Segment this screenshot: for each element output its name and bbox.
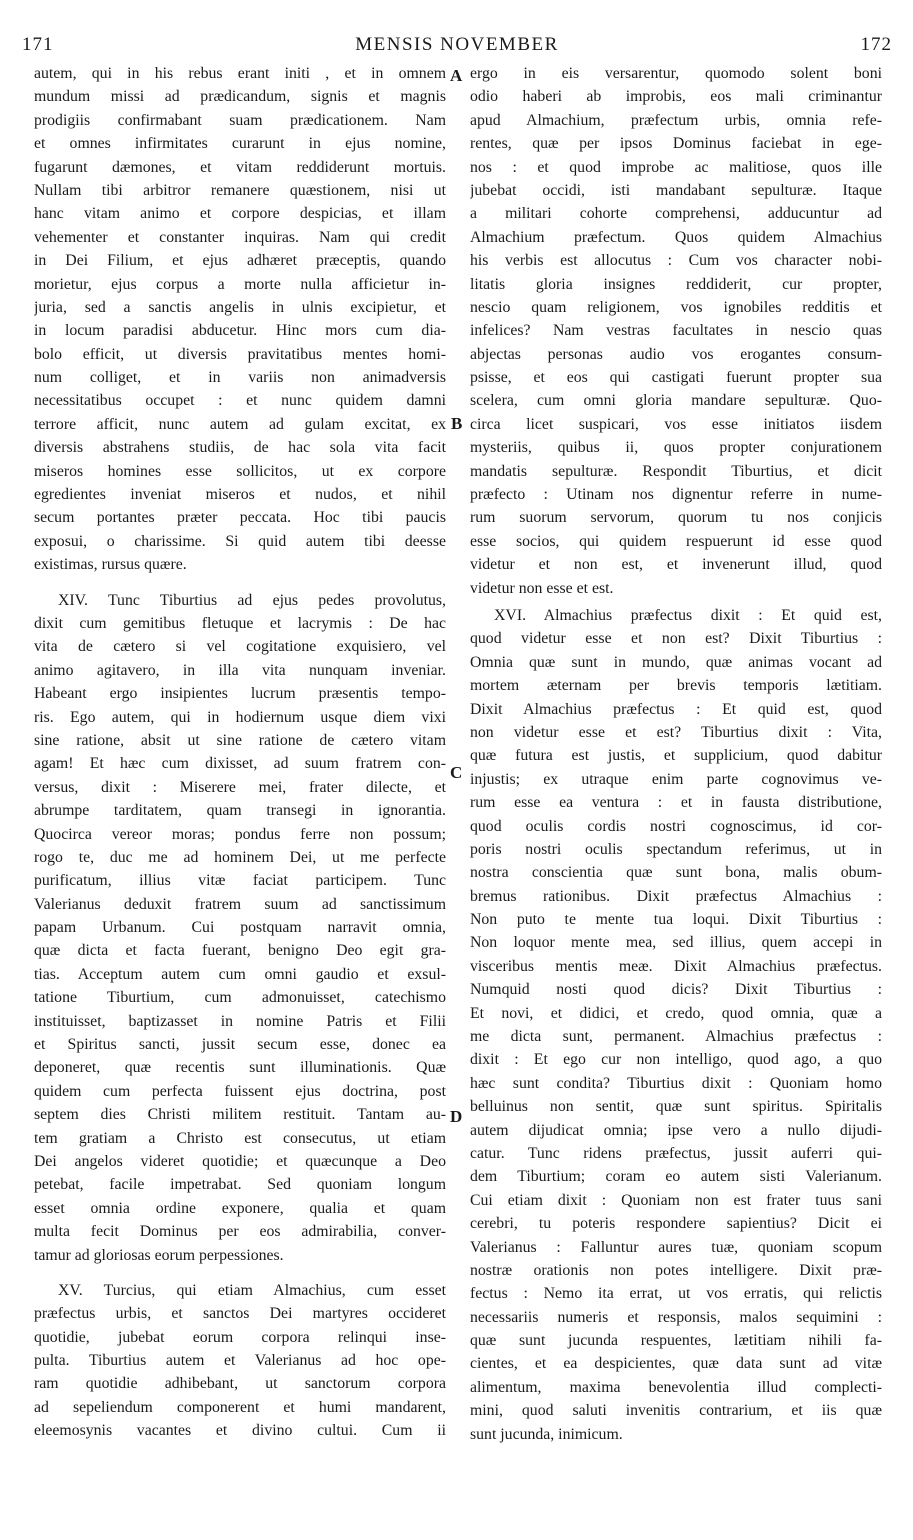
text-line: agam! Et hæc cum dixisset, ad suum fratrem con-: [34, 755, 446, 773]
text-line: mini, quod saluti invenitis contrarium, et iis quæ: [470, 1402, 882, 1420]
text-line: rentes, quæ per ipsos Dominus faciebat in ege-: [470, 135, 882, 153]
text-line: bremus rationibus. Dixit præfectus Almachius :: [470, 887, 882, 905]
text-line: Nullam tibi arbitror remanere quæstionem, nisi ut: [34, 181, 446, 199]
text-line: catur. Tunc ridens præfectus, jussit auferri qui-: [470, 1144, 882, 1162]
text-line: circa licet suspicari, vos esse initiatos iisdem: [470, 415, 882, 433]
text-line: visceribus mentis meæ. Dixit Almachius præfectus.: [470, 957, 882, 975]
text-line: tamur ad gloriosas eorum perpessiones.: [34, 1246, 284, 1264]
text-line: XVI. Almachius præfectus dixit : Et quid est,: [494, 606, 882, 624]
text-line: his verbis est allocutus : Cum vos character nobi-: [470, 252, 882, 270]
text-line: ris. Ego autem, qui in hodiernum usque diem vixi: [34, 708, 446, 726]
text-line: autem, qui in his rebus erant initi , et in omnem: [34, 65, 446, 82]
text-line: exposui, o charissime. Si quid autem tibi deesse: [34, 532, 446, 550]
text-line: et omnes infirmitates curarunt in ejus nomine,: [34, 135, 446, 153]
text-line: me dicta sunt, permanent. Almachius præfectus :: [470, 1028, 882, 1046]
text-line: ad sepeliendum componerent et humi mandarent,: [34, 1398, 446, 1416]
text-line: animo agitavero, in illa vita nunquam inveniar.: [34, 661, 446, 679]
text-line: nostræ orationis non potes intelligere. Dixit præ-: [470, 1261, 882, 1279]
paragraph: [34, 589, 446, 1267]
text-line: videtur non esse et est.: [470, 579, 614, 597]
text-line: Et novi, et didici, et credo, quod omnia, quæ a: [470, 1004, 882, 1022]
text-line: multa fecit Dominus per eos admirabilia, conver-: [34, 1223, 446, 1241]
text-line: apud Almachium, præfectum urbis, omnia refe-: [470, 111, 882, 129]
text-line: Non loquor mente mea, sed illius, quem accepi in: [470, 934, 882, 952]
text-line: instituisset, baptizasset in nomine Patris et Filii: [34, 1012, 446, 1030]
text-line: eleemosynis vacantes et divino cultui. Cum ii: [34, 1422, 446, 1440]
text-line: terrore afficit, nunc autem ad gulam excitat, ex: [34, 415, 446, 433]
text-line: tias. Acceptum autem cum omni gaudio et exsul-: [34, 965, 446, 983]
text-line: belluinus non sentit, quæ sunt spiritus. Spiritalis: [470, 1098, 882, 1116]
text-line: Quocirca vereor moras; pondus ferre non possum;: [34, 825, 446, 843]
text-line: Omnia quæ sunt in mundo, quæ animas vocant ad: [470, 653, 882, 671]
text-line: quod videtur esse et non est? Dixit Tiburtius :: [470, 630, 882, 648]
text-line: esset omnia ordine exponere, qualia et quam: [34, 1199, 446, 1217]
text-line: esse socios, qui quidem respuerunt id esse quod: [470, 532, 882, 550]
text-line: jubebat occidi, isti mandabant sepulturæ. Itaque: [470, 181, 882, 199]
text-line: hanc vitam animo et corpore despicias, et illam: [34, 205, 446, 223]
text-line: egredientes inveniat miseros et nudos, et nihil: [34, 486, 446, 504]
text-line: vita de cætero si vel cogitatione exquisiero, vel: [34, 638, 446, 656]
text-line: septem dies Christi militem restituit. Tantam au-: [34, 1106, 446, 1124]
text-line: cerebri, tu poteris respondere sapientius? Dicit ei: [470, 1215, 882, 1233]
text-line: pulta. Tiburtius autem et Valerianus ad hoc ope-: [34, 1352, 446, 1370]
margin-marker-c: C: [450, 763, 463, 782]
text-line: in Dei Filium, et ejus adhæret præceptis, quando: [34, 252, 446, 270]
text-line: secum portantes præter peccata. Hoc tibi paucis: [34, 509, 446, 527]
text-line: et Spiritus sancti, jussit secum esse, donec ea: [34, 1036, 446, 1054]
text-line: tatione Tiburtium, cum admonuisset, catechismo: [34, 989, 446, 1007]
page-number-left: 171: [22, 34, 54, 55]
paragraph: [470, 62, 882, 600]
text-line: Almachium præfectum. Quos quidem Almachius: [470, 228, 882, 246]
text-line: quidem cum perfecta fuissent ejus doctrina, post: [34, 1082, 446, 1100]
text-line: diversis abstrahens studiis, de hac sola vita facit: [34, 439, 446, 457]
text-line: sunt jucunda, inimicum.: [470, 1425, 623, 1443]
paragraph: [34, 1279, 446, 1443]
margin-marker-a: A: [450, 66, 463, 85]
text-line: quotidie, jubebat eorum corpora relinqui inse-: [34, 1328, 446, 1346]
text-line: scelera, cum omni gloria mandare sepulturæ. Quo-: [470, 392, 882, 410]
page-header: [22, 34, 892, 60]
text-line: fectus : Nemo ita errat, ut vos erratis, qui relictis: [470, 1285, 882, 1303]
text-line: juria, sed a sanctis angelis in ulnis excipietur, et: [34, 298, 446, 316]
text-line: Cui etiam dixit : Quoniam non est frater tuus sani: [470, 1191, 882, 1209]
text-line: alimentum, maxima benevolentia illud complecti-: [470, 1378, 882, 1396]
text-line: videtur et non est, et invenerunt illud, quod: [470, 556, 882, 574]
text-line: quod oculis cordis nostri cognoscimus, id cor-: [470, 817, 882, 835]
text-line: miseros homines esse sollicitos, ut ex corpore: [34, 462, 446, 480]
text-line: nos : et quod improbe ac malitiose, quos ille: [470, 158, 882, 176]
text-line: in locum paradisi abducetur. Hinc mors cum dia-: [34, 322, 446, 340]
text-line: fugarunt dæmones, et vitam reddiderunt mortuis.: [34, 158, 446, 176]
text-line: dixit cum gemitibus fletuque et lacrymis : De hac: [34, 614, 446, 632]
text-line: autem dijudicat omnia; ipse vero a nullo dijudi-: [470, 1121, 882, 1139]
paragraph: [470, 604, 882, 1446]
left-column: [34, 62, 446, 1522]
text-line: quæ dicta et facta fuerant, benigno Deo egit gra-: [34, 942, 446, 960]
text-line: abrumpe tarditatem, quam transegi in ignorantia.: [34, 802, 446, 820]
text-line: rogo te, duc me ad hominem Dei, ut me perfecte: [34, 848, 446, 866]
text-line: necessitatibus occupet : et nunc quidem damni: [34, 392, 446, 410]
text-line: petebat, facile impetrabat. Sed quoniam longum: [34, 1176, 446, 1194]
text-line: quæ sunt jucunda respuentes, lætitiam nihili fa-: [470, 1332, 882, 1350]
text-line: Valerianus deduxit fratrem suum ad sanctissimum: [34, 895, 446, 913]
text-line: papam Urbanum. Cui postquam narravit omnia,: [34, 919, 446, 937]
text-line: dem Tiburtium; coram eo autem sisti Valerianum.: [470, 1168, 882, 1186]
text-line: bolo efficit, ut diversis pravitatibus mentes homi-: [34, 345, 446, 363]
text-line: rum suorum servorum, quorum tu nos conjicis: [470, 509, 882, 527]
text-line: XV. Turcius, qui etiam Almachius, cum esset: [58, 1281, 446, 1299]
text-line: præfecto : Utinam nos dignentur referre in nume-: [470, 486, 882, 504]
text-line: litatis gloria insignes reddiderit, cur propter,: [470, 275, 882, 293]
text-line: Non puto te mente tua loqui. Dixit Tiburtius :: [470, 911, 882, 929]
text-line: morietur, ejus corpus a morte nulla afficietur in-: [34, 275, 446, 293]
text-line: Numquid nosti quod dicis? Dixit Tiburtius :: [470, 981, 882, 999]
text-line: a militari cohorte comprehensi, adducuntur ad: [470, 205, 882, 223]
running-title: MENSIS NOVEMBER: [355, 34, 559, 55]
margin-marker-d: D: [450, 1107, 463, 1126]
text-line: Habeant ergo insipientes lucrum præsentis tempo-: [34, 685, 446, 703]
text-line: non videtur esse et est? Tiburtius dixit : Vita,: [470, 723, 882, 741]
text-line: infelices? Nam vestras facultates in nescio quas: [470, 322, 882, 340]
text-line: num colliget, et in variis non animadversis: [34, 369, 446, 387]
text-line: ergo in eis versarentur, quomodo solent boni: [470, 65, 882, 82]
text-line: necessariis numeris et responsis, malos sequimini :: [470, 1308, 882, 1326]
paragraph: [34, 62, 446, 577]
page-number-right: 172: [860, 34, 892, 55]
text-line: dixit : Et ego cur non intelligo, quod ago, a quo: [470, 1051, 882, 1069]
text-line: sine ratione, absit ut sine ratione de cætero vitam: [34, 731, 446, 749]
text-line: mundum missi ad prædicandum, signis et magnis: [34, 88, 446, 106]
text-line: prodigiis confirmabant suam prædicationem. Nam: [34, 111, 446, 129]
text-line: præfectus urbis, et sanctos Dei martyres occideret: [34, 1305, 446, 1323]
text-line: cientes, et ea despicientes, quæ data sunt ad vitæ: [470, 1355, 882, 1373]
text-line: mandatis sepulturæ. Respondit Tiburtius, et dicit: [470, 462, 882, 480]
text-line: ram quotidie adhibebant, ut sanctorum corpora: [34, 1375, 446, 1393]
text-line: Dei angelos videret quotidie; et quæcunque a Deo: [34, 1152, 446, 1170]
text-line: mysteriis, quibus ii, quos propter conjurationem: [470, 439, 882, 457]
text-line: quæ futura est justis, et supplicium, quod dabitur: [470, 747, 882, 765]
text-line: purificatum, illius vitæ faciat participem. Tunc: [34, 872, 446, 890]
text-line: rum esse ea ventura : et in fausta distributione,: [470, 794, 882, 812]
text-line: injustis; ex utraque enim parte cognovimus ve-: [470, 770, 882, 788]
text-line: XIV. Tunc Tiburtius ad ejus pedes provolutus,: [58, 591, 446, 609]
text-line: odio haberi ab improbis, eos mali criminantur: [470, 88, 882, 106]
text-line: nescio quam religionem, vos ignobiles redditis et: [470, 298, 882, 316]
text-line: versus, dixit : Miserere mei, frater dilecte, et: [34, 778, 446, 796]
text-line: vehementer et constanter inquiras. Nam qui credit: [34, 228, 446, 246]
text-line: poris nostri oculis spectandum referimus, ut in: [470, 840, 882, 858]
text-line: Dixit Almachius præfectus : Et quid est, quod: [470, 700, 882, 718]
margin-marker-b: B: [451, 414, 463, 433]
text-line: deponeret, quæ recentis sunt illuminationis. Quæ: [34, 1059, 446, 1077]
text-line: nostra conscientia quæ sunt bona, malis obum-: [470, 864, 882, 882]
right-column: [470, 62, 882, 1522]
text-line: hæc sunt condita? Tiburtius dixit : Quoniam homo: [470, 1074, 882, 1092]
text-line: existimas, rursus quære.: [34, 556, 187, 574]
text-line: abjectas personas audio vos erogantes consum-: [470, 345, 882, 363]
text-line: mortem æternam per brevis temporis lætitiam.: [470, 677, 882, 695]
text-line: tem gratiam a Christo est consecutus, ut etiam: [34, 1129, 446, 1147]
text-line: psisse, et eos qui castigati fuerunt propter sua: [470, 369, 882, 387]
text-line: Valerianus : Falluntur aures tuæ, quoniam scopum: [470, 1238, 882, 1256]
